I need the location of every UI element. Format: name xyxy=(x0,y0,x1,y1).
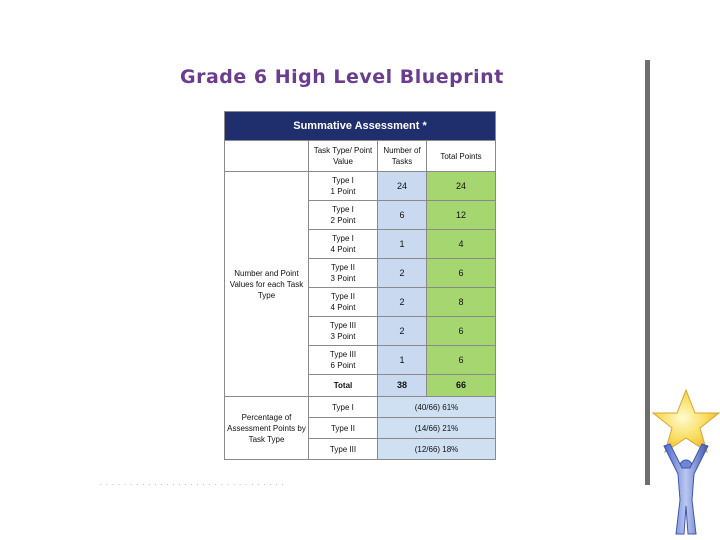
type-cell: Type III 6 Point xyxy=(309,346,378,375)
pct-type-cell: Type II xyxy=(309,418,378,439)
star-figure-icon xyxy=(650,388,720,538)
points-cell: 6 xyxy=(427,317,496,346)
points-cell: 24 xyxy=(427,172,496,201)
points-cell: 12 xyxy=(427,201,496,230)
pct-type-cell: Type III xyxy=(309,439,378,460)
type-cell: Type II 4 Point xyxy=(309,288,378,317)
group-label-percentage: Percentage of Assessment Points by Task Type xyxy=(225,397,309,460)
points-cell: 6 xyxy=(427,346,496,375)
group-label-point-values: Number and Point Values for each Task Type xyxy=(225,172,309,397)
pct-type-cell: Type I xyxy=(309,397,378,418)
tasks-cell: 1 xyxy=(378,230,427,259)
points-cell: 8 xyxy=(427,288,496,317)
tasks-cell: 2 xyxy=(378,317,427,346)
blueprint-table xyxy=(224,111,496,460)
tasks-cell: 1 xyxy=(378,346,427,375)
pct-value-cell: (14/66) 21% xyxy=(378,418,496,439)
total-points: 66 xyxy=(427,375,496,397)
table-header: Summative Assessment * xyxy=(225,112,496,141)
total-tasks: 38 xyxy=(378,375,427,397)
points-cell: 6 xyxy=(427,259,496,288)
type-cell: Type I 4 Point xyxy=(309,230,378,259)
total-label: Total xyxy=(309,375,378,397)
tasks-cell: 2 xyxy=(378,288,427,317)
points-cell: 4 xyxy=(427,230,496,259)
type-cell: Type I 2 Point xyxy=(309,201,378,230)
col-header-num-tasks: Number of Tasks xyxy=(378,141,427,172)
type-cell: Type II 3 Point xyxy=(309,259,378,288)
blank-header-cell xyxy=(225,141,309,172)
slide-title: Grade 6 High Level Blueprint xyxy=(180,66,504,88)
col-header-total-points: Total Points xyxy=(427,141,496,172)
tasks-cell: 2 xyxy=(378,259,427,288)
footnote: · · · · · · · · · · · · · · · · · · · · · · · · · · · · · · · xyxy=(100,482,285,488)
pct-value-cell: (40/66) 61% xyxy=(378,397,496,418)
col-header-task-type: Task Type/ Point Value xyxy=(309,141,378,172)
type-cell: Type III 3 Point xyxy=(309,317,378,346)
type-cell: Type I 1 Point xyxy=(309,172,378,201)
pct-value-cell: (12/66) 18% xyxy=(378,439,496,460)
tasks-cell: 24 xyxy=(378,172,427,201)
tasks-cell: 6 xyxy=(378,201,427,230)
